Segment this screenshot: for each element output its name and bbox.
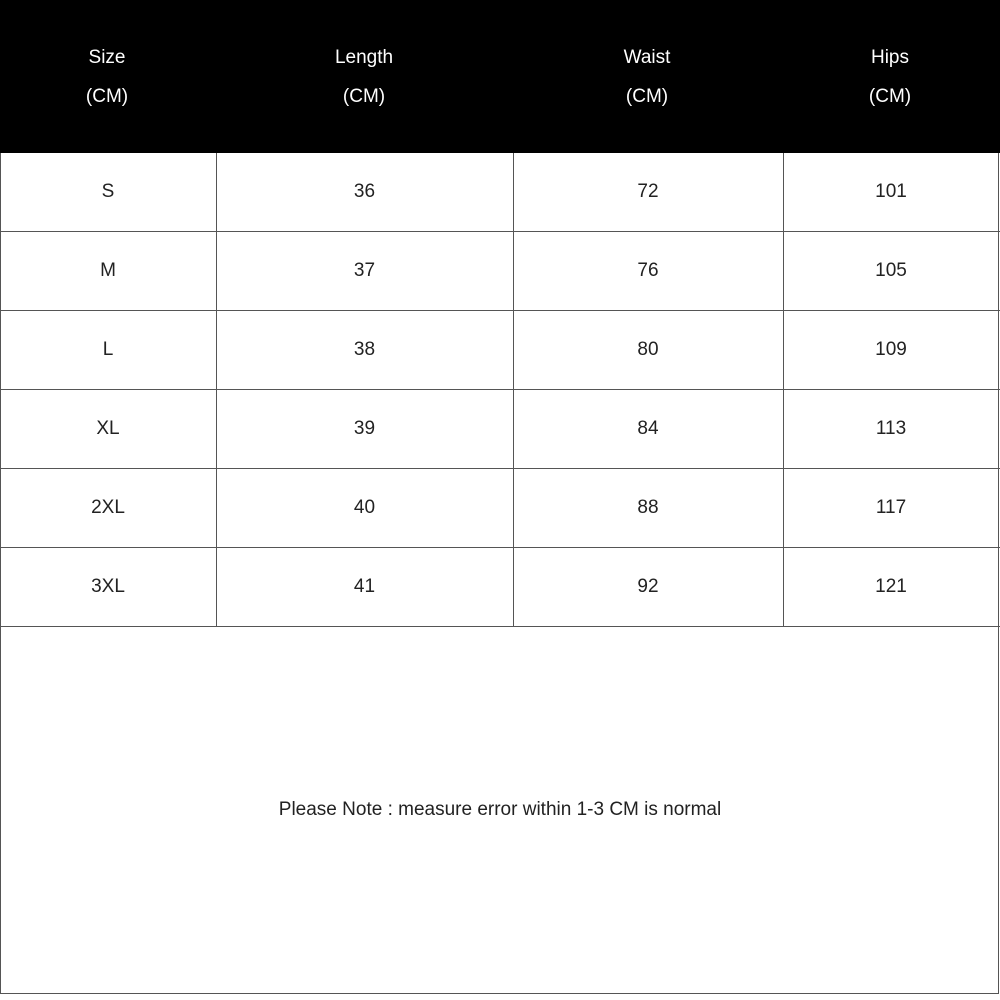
table-row bbox=[0, 469, 1000, 548]
size-cell: 3XL bbox=[91, 576, 125, 597]
table-header bbox=[0, 0, 1000, 153]
hips-cell: 121 bbox=[875, 576, 907, 597]
measurement-note: Please Note : measure error within 1-3 CM is normal bbox=[278, 799, 722, 820]
header-unit: (CM) bbox=[85, 86, 129, 107]
header-label: Hips bbox=[870, 47, 909, 68]
table-row bbox=[0, 548, 1000, 627]
waist-cell: 92 bbox=[637, 576, 659, 597]
hips-cell: 105 bbox=[875, 260, 907, 281]
column-divider bbox=[783, 153, 784, 627]
size-cell: M bbox=[100, 260, 116, 281]
size-cell: XL bbox=[96, 418, 120, 439]
length-cell: 41 bbox=[353, 576, 376, 597]
table-row bbox=[0, 311, 1000, 390]
size-cell: 2XL bbox=[91, 497, 125, 518]
table-row bbox=[0, 390, 1000, 469]
waist-cell: 80 bbox=[637, 339, 659, 360]
hips-cell: 117 bbox=[875, 497, 907, 518]
hips-cell: 101 bbox=[875, 181, 907, 202]
table-row bbox=[0, 232, 1000, 311]
column-divider bbox=[216, 153, 217, 627]
header-unit: (CM) bbox=[625, 86, 669, 107]
hips-cell: 109 bbox=[875, 339, 907, 360]
table-row bbox=[0, 153, 1000, 232]
header-cell-size bbox=[0, 0, 214, 153]
header-label: Size bbox=[88, 47, 126, 68]
size-cell: S bbox=[101, 181, 115, 202]
header-label: Waist bbox=[623, 47, 671, 68]
length-cell: 38 bbox=[353, 339, 376, 360]
header-unit: (CM) bbox=[868, 86, 912, 107]
header-cell-waist bbox=[514, 0, 780, 153]
header-label: Length bbox=[334, 47, 394, 68]
header-unit: (CM) bbox=[342, 86, 386, 107]
waist-cell: 72 bbox=[637, 181, 659, 202]
length-cell: 40 bbox=[353, 497, 376, 518]
hips-cell: 113 bbox=[875, 418, 907, 439]
header-cell-hips bbox=[780, 0, 1000, 153]
size-cell: L bbox=[102, 339, 114, 360]
waist-cell: 84 bbox=[637, 418, 659, 439]
length-cell: 36 bbox=[353, 181, 376, 202]
header-cell-length bbox=[214, 0, 514, 153]
length-cell: 39 bbox=[353, 418, 376, 439]
waist-cell: 76 bbox=[637, 260, 659, 281]
length-cell: 37 bbox=[353, 260, 376, 281]
column-divider bbox=[513, 153, 514, 627]
waist-cell: 88 bbox=[637, 497, 659, 518]
